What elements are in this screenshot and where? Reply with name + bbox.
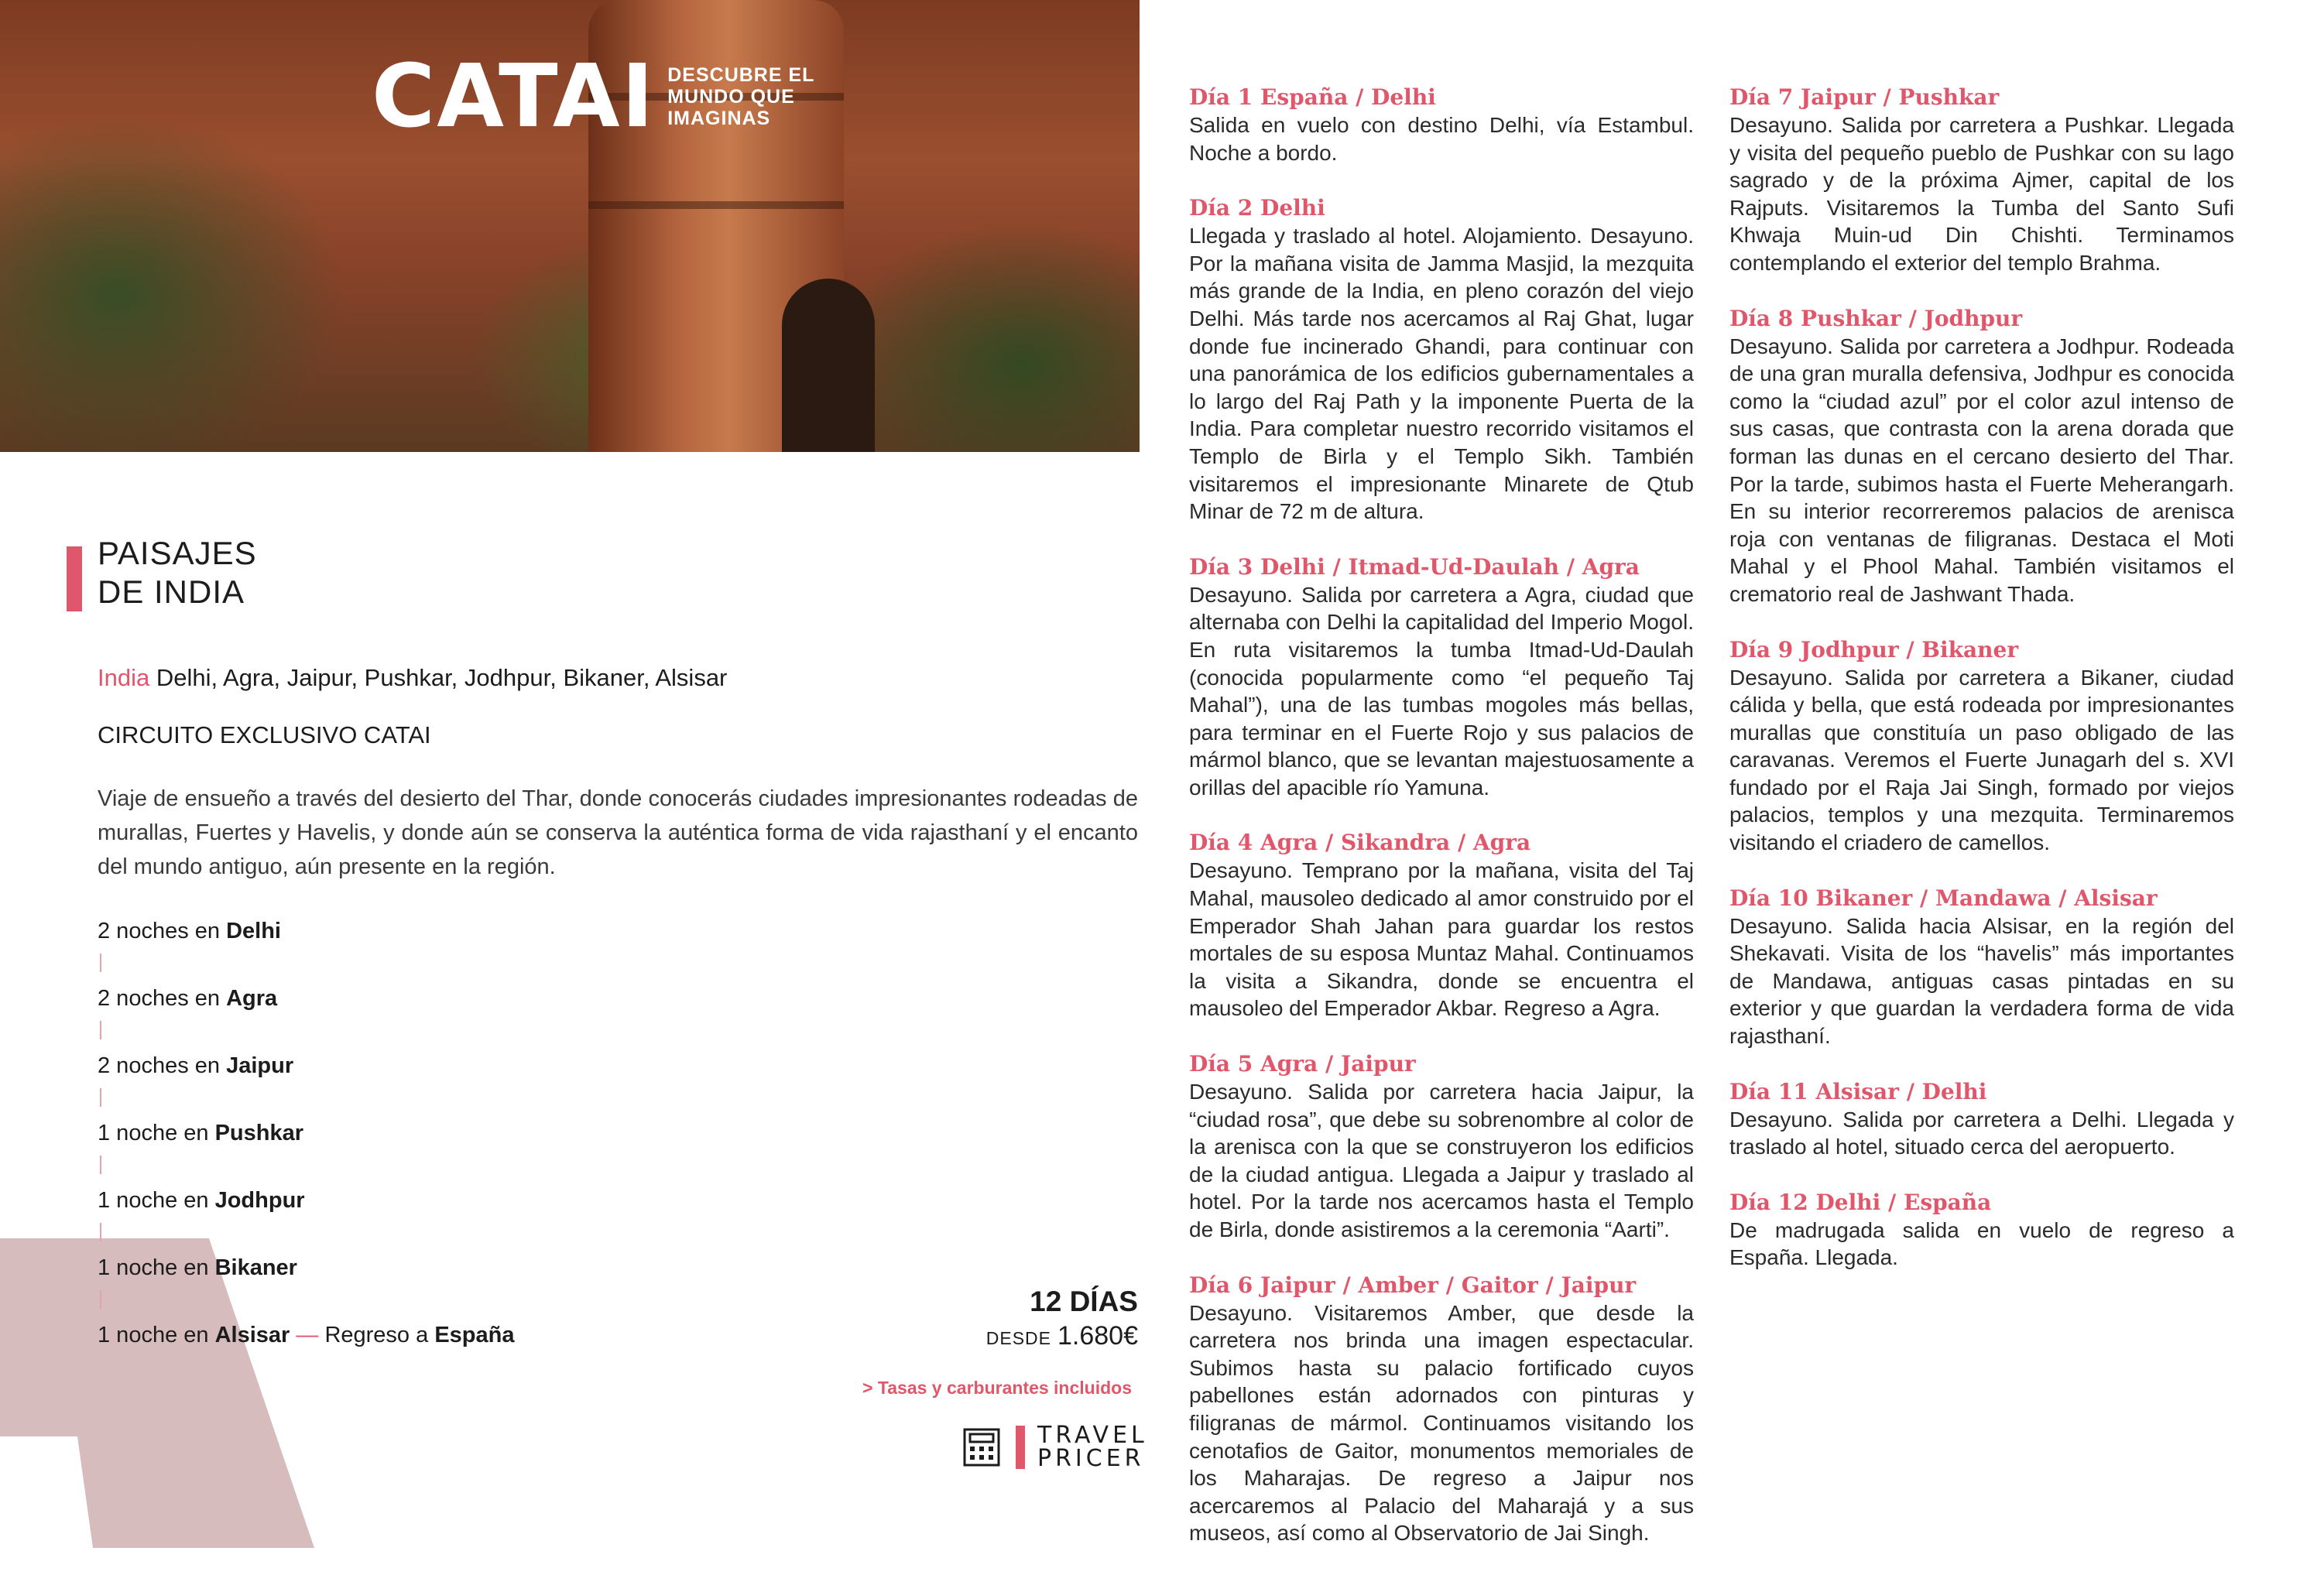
day-text: Desayuno. Salida hacia Alsisar, en la región del Shekavati. Visita de los “havelis” más importantes de Mandawa, antiguas casas pintadas en su exterior y que guardan la verdadera forma de vida rajasthaní.: [1729, 913, 2234, 1049]
day-text: De madrugada salida en vuelo de regreso a España. Llegada.: [1729, 1217, 2234, 1270]
title-line: PAISAJES: [98, 535, 257, 571]
tour-title: [98, 534, 257, 611]
route-list: [98, 913, 514, 1353]
route-connector: [98, 1016, 514, 1048]
tour-intro: Viaje de ensueño a través del desierto del Thar, donde conocerás ciudades impresionantes rodeadas de murallas, Fuertes y Havelis, y donde aún se conserva la auténtica forma de vida rajasthaní y el encanto del mundo antiguo, aún presente en la región.: [98, 786, 1138, 879]
day-text: Desayuno. Salida por carretera a Pushkar. Llegada y visita del pequeño pueblo de Pushkar con su lago sagrado y de la próxima Ajmer, capital de los Rajputs. Visitaremos la Tumba del Santo Sufi Khwaja Muin-ud Din Chishti. Terminamos contemplando el exterior del templo Brahma.: [1729, 113, 2234, 275]
route-stop: 1 noche en Bikaner: [98, 1255, 297, 1280]
route-stop: 2 noches en Agra: [98, 986, 278, 1011]
price-block: [986, 1285, 1138, 1355]
day-title: Día 11 Alsisar / Delhi: [1729, 1078, 1987, 1104]
itinerary-column-1: [1189, 84, 1694, 1575]
day-title: Día 3 Delhi / Itmad-Ud-Daulah / Agra: [1189, 553, 1640, 580]
itinerary-day: [1189, 194, 1694, 526]
route-stop: 1 noche en Alsisar — Regreso a España: [98, 1323, 515, 1347]
city-list: Delhi, Agra, Jaipur, Pushkar, Jodhpur, Bikaner, Alsisar: [156, 664, 728, 691]
itinerary-day: [1729, 885, 2234, 1050]
route-connector: [98, 949, 514, 981]
day-text: Desayuno. Temprano por la mañana, visita del Taj Mahal, mausoleo dedicado al amor construido por el Emperador Shah Jahan para guardar los restos mortales de su esposa Muntaz Mahal. Continuamos la visita a Sikandra, donde se encuentra el mausoleo del Emperador Akbar. Regreso a Agra.: [1189, 858, 1694, 1021]
itinerary-day: [1729, 636, 2234, 857]
day-title: Día 5 Agra / Jaipur: [1189, 1051, 1416, 1077]
tour-destinations: [98, 664, 727, 692]
circuit-label: CIRCUITO EXCLUSIVO CATAI: [98, 721, 431, 748]
route-connector: [98, 1286, 514, 1317]
price-label: DESDE 1.680€: [985, 1321, 1138, 1351]
day-text: Llegada y traslado al hotel. Alojamiento. Desayuno. Por la mañana visita de Jamma Masjid, la mezquita más grande de la India, en pleno corazón del viejo Delhi. Más tarde nos acercamos al Raj Ghat, lugar donde fue incinerado Ghandi, para continuar con una panorámica de los edificios gubernamentales a lo largo del Raj Path y la imponente Puerta de la India. Para completar nuestro recorrido visitamos el Templo de Birla y el Templo Sikh. También visitaremos el impresionante Minarete de Qtub Minar de 72 m de altura.: [1189, 224, 1694, 524]
itinerary-day: [1189, 553, 1694, 802]
day-title: Día 12 Delhi / España: [1729, 1189, 1992, 1215]
day-text: Desayuno. Visitaremos Amber, que desde la carretera nos brinda una imagen espectacular. Subimos hasta su palacio fortificado cuyos pabellones están adornados con pinturas y filigranas de mármol. Continuamos visitando los cenotafios de Gaitor, monumentos memoriales de los Maharajas. De regreso a Jaipur nos acercaremos al Palacio del Maharajá y a sus museos, así como al Observatorio de Jai Singh.: [1189, 1300, 1694, 1546]
itinerary-day: [1729, 1189, 2234, 1272]
logo-tagline: [667, 64, 814, 129]
day-title: Día 7 Jaipur / Pushkar: [1729, 84, 2000, 110]
day-text: Desayuno. Salida por carretera hacia Jaipur, la “ciudad rosa”, que debe su sobrenombre al color de la arenisca con la que se construyeron los edificios de la ciudad antigua. Llegada a Jaipur y traslado al hotel. Por la tarde nos acercamos hasta el Templo de Birla, donde asistiremos a la ceremonia “Aarti”.: [1189, 1080, 1694, 1241]
day-text: Desayuno. Salida por carretera a Delhi. Llegada y traslado al hotel, situado cerca del aeropuerto.: [1729, 1107, 2234, 1159]
route-connector: [98, 1218, 514, 1250]
itinerary-day: [1729, 1078, 2234, 1161]
travel-pricer-logo: [963, 1424, 1148, 1471]
itinerary-column-2: [1729, 84, 2234, 1299]
tower-band: [588, 201, 844, 209]
route-connector: [98, 1151, 514, 1183]
day-title: Día 1 España / Delhi: [1189, 84, 1436, 110]
title-accent-bar: [67, 546, 82, 611]
itinerary-day: [1189, 84, 1694, 166]
day-title: Día 4 Agra / Sikandra / Agra: [1189, 830, 1531, 856]
logo-wordmark: CATAI: [372, 46, 656, 147]
fort-archway: [782, 279, 875, 452]
day-text: Desayuno. Salida por carretera a Bikaner, ciudad cálida y bella, que está rodeada por impresionantes murallas que constituía un paso obligado de las caravanas. Veremos el Fuerte Junagarh del s. XVI fundado por el Raja Jai Singh, formado por viejos palacios, templos y una mezquita. Terminaremos visitando el criadero de camellos.: [1729, 665, 2234, 855]
day-text: Desayuno. Salida por carretera a Agra, ciudad que alternaba con Delhi la capitalidad del Imperio Mogol. En ruta visitaremos la tumba Itmad-Ud-Daulah (conocida popularmente como “el pequeño Taj Mahal”), una de las tumbas mogoles más bellas, para terminar en el Fuerte Rojo y sus palacios de mármol blanco, que se levantan majestuosamente a orillas del apacible río Yamuna.: [1189, 582, 1694, 799]
itinerary-day: [1189, 1050, 1694, 1244]
taxes-link[interactable]: > Tasas y carburantes incluidos: [862, 1378, 1132, 1398]
tagline-line: IMAGINAS: [667, 108, 771, 129]
calculator-icon: [963, 1428, 1000, 1467]
hero-photo: [0, 0, 1140, 452]
itinerary-day: [1189, 1272, 1694, 1547]
route-stop: 1 noche en Pushkar: [98, 1121, 304, 1145]
day-text: Salida en vuelo con destino Delhi, vía Estambul. Noche a bordo.: [1189, 113, 1694, 165]
itinerary-day: [1729, 84, 2234, 277]
pricer-accent-bar: [1016, 1426, 1025, 1469]
tagline-line: DESCUBRE EL: [667, 64, 815, 86]
route-stop: 1 noche en Jodhpur: [98, 1188, 305, 1213]
itinerary-day: [1189, 829, 1694, 1022]
route-stop: 2 noches en Delhi: [98, 919, 281, 943]
pricer-wordmark: TRAVEL PRICER: [1037, 1422, 1148, 1472]
route-stop: 2 noches en Jaipur: [98, 1053, 294, 1078]
day-text: Desayuno. Salida por carretera a Jodhpur. Rodeada de una gran muralla defensiva, Jodhpur es conocida como la “ciudad azul” por el color azul intenso de sus casas, que contrasta con la arena dorada que forman las dunas en el cercano desierto del Thar. Por la tarde, subimos hasta el Fuerte Meherangarh. En su interior recorreremos palacios de arenisca roja con ventanas de filigranas. Destaca el Moti Mahal y el Phool Mahal. También visitamos el crematorio real de Jashwant Thada.: [1729, 334, 2234, 606]
duration-label: 12 DÍAS: [1030, 1286, 1138, 1317]
route-connector: [98, 1084, 514, 1115]
day-title: Día 6 Jaipur / Amber / Gaitor / Jaipur: [1189, 1272, 1637, 1298]
catai-logo: [372, 46, 815, 147]
day-title: Día 2 Delhi: [1189, 195, 1325, 221]
country-label: India: [98, 664, 150, 691]
tagline-line: MUNDO QUE: [667, 86, 795, 108]
day-title: Día 10 Bikaner / Mandawa / Alsisar: [1729, 885, 2158, 911]
itinerary-day: [1729, 305, 2234, 608]
day-title: Día 8 Pushkar / Jodhpur: [1729, 305, 2023, 331]
day-title: Día 9 Jodhpur / Bikaner: [1729, 636, 2019, 663]
title-line: DE INDIA: [98, 574, 245, 610]
